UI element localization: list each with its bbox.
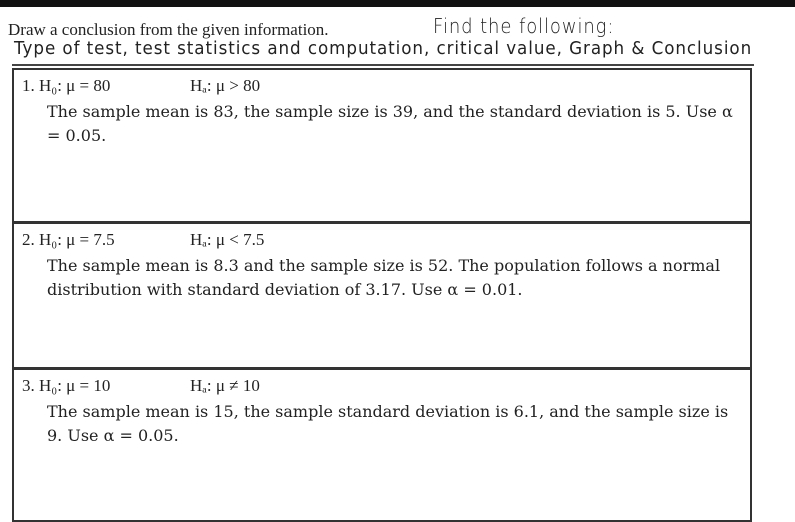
handwritten-note-1: Find the following:	[433, 14, 615, 38]
top-edge-bar	[0, 0, 795, 7]
alt-hypothesis: Hₐ: μ ≠ 10	[190, 376, 260, 395]
problem-text: The sample mean is 83, the sample size is 39, and the standard deviation is 5. Use α = 0.05.	[47, 102, 733, 145]
divider	[12, 64, 754, 66]
alt-hypothesis: Hₐ: μ < 7.5	[190, 230, 265, 249]
problem-3-box	[12, 368, 752, 522]
problem-1-box	[12, 68, 752, 223]
problem-number: 3.	[22, 376, 35, 395]
null-hypothesis: H₀: μ = 10	[39, 376, 111, 395]
handwritten-note-2: Type of test, test statistics and computation, critical value, Graph & Conclusion	[14, 38, 753, 59]
problem-number: 2.	[22, 230, 35, 249]
alt-hypothesis: Hₐ: μ > 80	[190, 76, 261, 95]
problem-text: The sample mean is 15, the sample standard deviation is 6.1, and the sample size is 9. Use α = 0.05.	[47, 402, 729, 445]
problem-2-box	[12, 222, 752, 369]
null-hypothesis: H₀: μ = 80	[39, 76, 111, 95]
instruction-text: Draw a conclusion from the given information.	[8, 20, 329, 39]
problem-number: 1.	[22, 76, 35, 95]
null-hypothesis: H₀: μ = 7.5	[39, 230, 115, 249]
problem-text: The sample mean is 8.3 and the sample size is 52. The population follows a normal distribution with standard deviation of 3.17. Use α = 0.01.	[47, 256, 721, 299]
